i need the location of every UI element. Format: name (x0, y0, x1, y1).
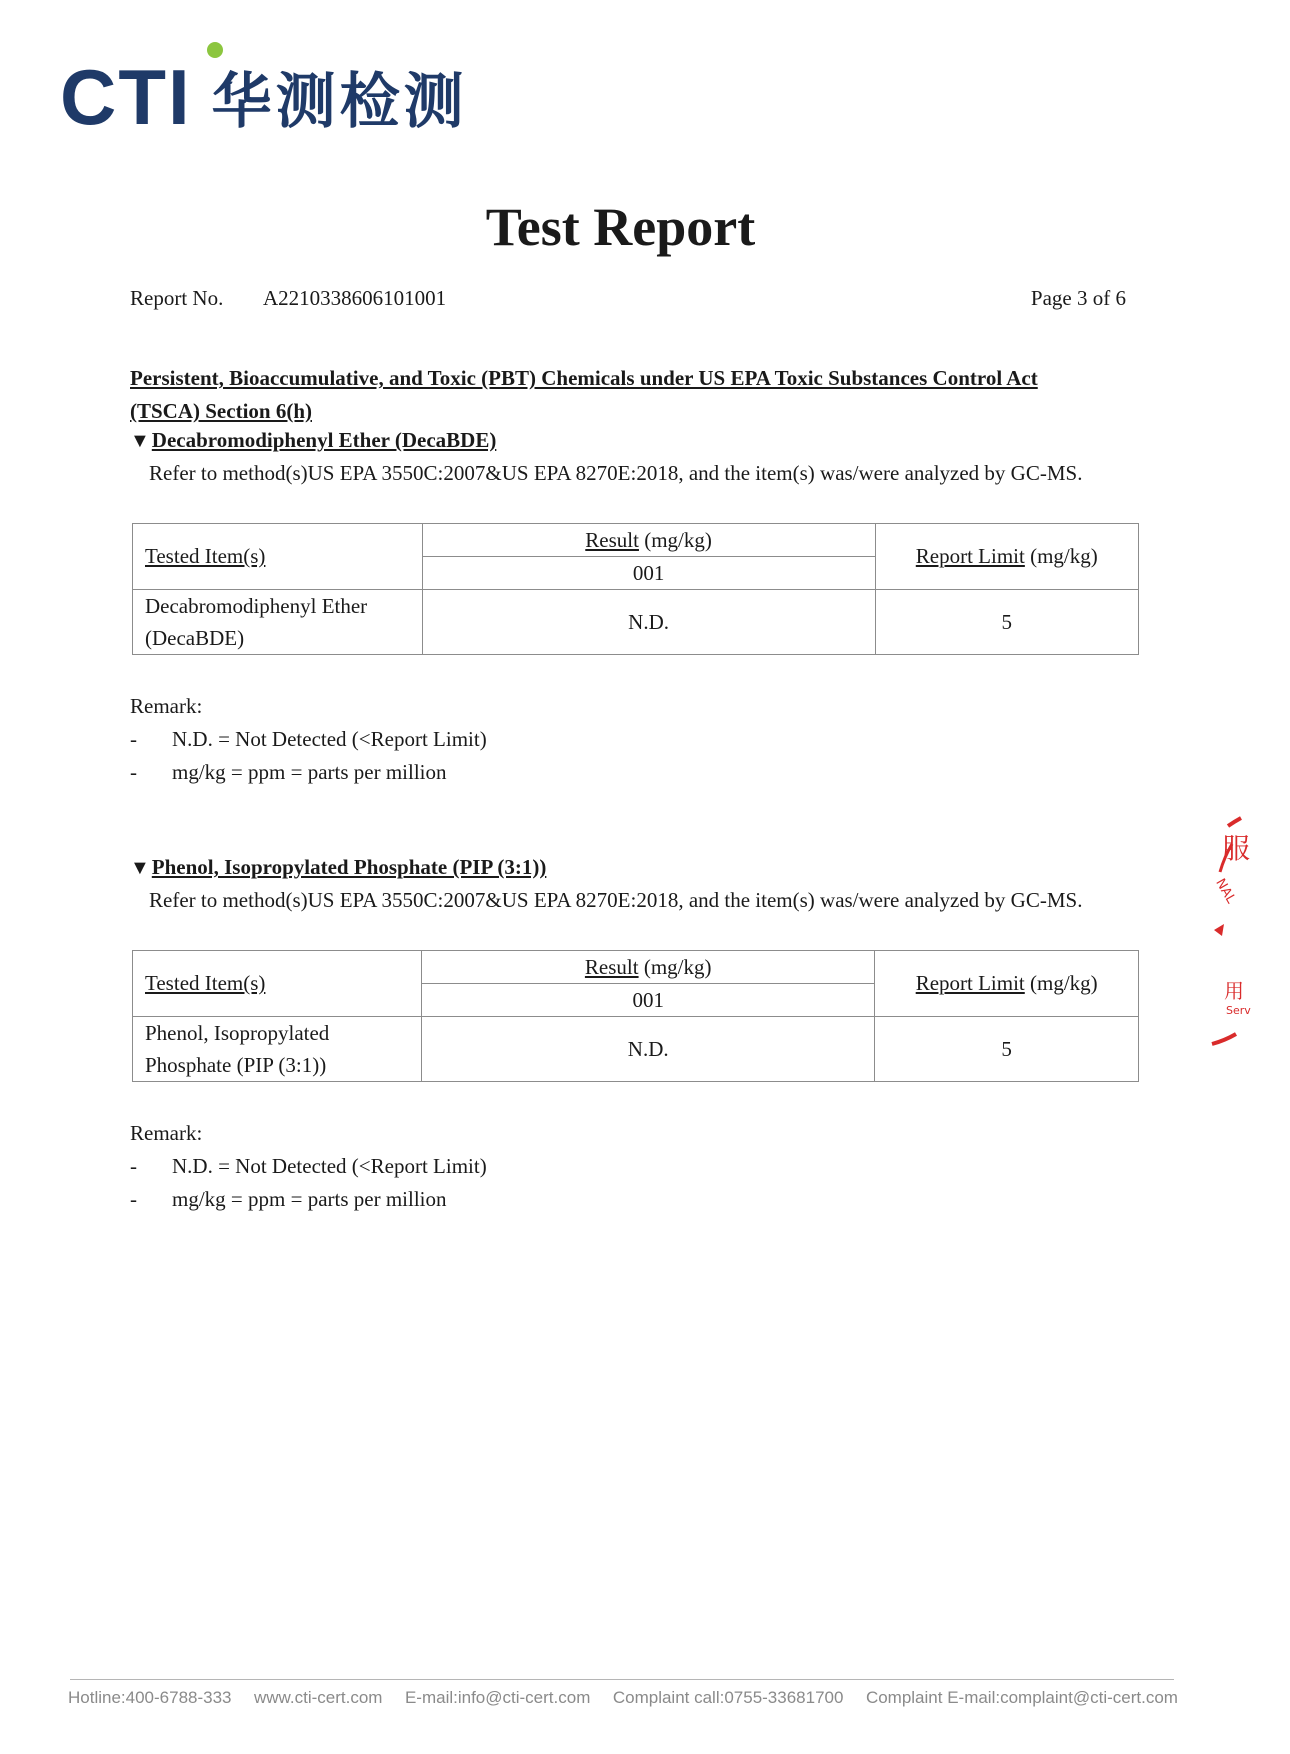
footer-hotline: Hotline:400-6788-333 (68, 1688, 232, 1707)
sample-id-header: 001 (422, 557, 875, 590)
method-description: Refer to method(s)US EPA 3550C:2007&US EPA 8270E:2018, and the item(s) was/were analyzed by GC-MS. (149, 888, 1083, 912)
table-row (133, 1017, 1139, 1082)
tested-item-header: Tested Item(s) (133, 951, 422, 1017)
result-table-decabde (132, 523, 1139, 655)
result-table-pip (132, 950, 1139, 1082)
footer-email: E-mail:info@cti-cert.com (404, 1688, 591, 1707)
logo-cti-text: CTI (60, 53, 192, 141)
remark-title: Remark: (130, 694, 203, 718)
footer (68, 1688, 1178, 1708)
logo-dot-icon (207, 42, 223, 58)
report-limit-cell: 5 (875, 1017, 1139, 1082)
remark-block (130, 1117, 487, 1216)
report-limit-cell: 5 (875, 590, 1138, 655)
svg-text:服: 服 (1222, 832, 1251, 865)
remark-title: Remark: (130, 1121, 203, 1145)
tested-item-header: Tested Item(s) (133, 524, 423, 590)
svg-text:NAL: NAL (1212, 876, 1239, 907)
remark-item: - mg/kg = ppm = parts per million (130, 760, 447, 784)
remark-block (130, 690, 487, 789)
subsection-heading-pip (130, 855, 546, 880)
method-description: Refer to method(s)US EPA 3550C:2007&US EPA 8270E:2018, and the item(s) was/were analyzed by GC-MS. (149, 461, 1083, 485)
report-number-label: Report No. (130, 286, 224, 310)
tested-item-cell: Decabromodiphenyl Ether (DecaBDE) (133, 590, 423, 655)
table-row (133, 590, 1139, 655)
footer-complaint-email: Complaint E-mail:complaint@cti-cert.com (865, 1688, 1178, 1707)
triangle-marker-icon: ▼ (130, 857, 150, 879)
result-cell: N.D. (422, 590, 875, 655)
subsection-title: Phenol, Isopropylated Phosphate (PIP (3:1)) (151, 855, 547, 879)
report-limit-header: Report Limit (mg/kg) (875, 951, 1139, 1017)
svg-text:Serv: Serv (1226, 1004, 1251, 1017)
footer-divider (70, 1679, 1174, 1680)
result-header: Result (mg/kg) (422, 524, 875, 557)
tested-item-cell: Phenol, Isopropylated Phosphate (PIP (3:1)) (133, 1017, 422, 1082)
company-logo (60, 46, 468, 141)
triangle-marker-icon: ▼ (130, 430, 150, 452)
report-number: A2210338606101001 (263, 286, 447, 310)
section-heading: Persistent, Bioaccumulative, and Toxic (PBT) Chemicals under US EPA Toxic Substances Control Act (TSCA) Section 6(h) (130, 366, 1038, 423)
subsection-title: Decabromodiphenyl Ether (DecaBDE) (151, 428, 497, 452)
footer-website: www.cti-cert.com (254, 1688, 383, 1707)
page-indicator: Page 3 of 6 (1030, 286, 1126, 310)
page-title: Test Report (485, 197, 756, 257)
remark-item: - N.D. = Not Detected (<Report Limit) (130, 1154, 487, 1178)
report-limit-header: Report Limit (mg/kg) (875, 524, 1138, 590)
svg-text:用: 用 (1224, 979, 1244, 1003)
remark-item: - mg/kg = ppm = parts per million (130, 1187, 447, 1211)
sample-id-header: 001 (422, 984, 875, 1017)
footer-complaint-call: Complaint call:0755-33681700 (612, 1688, 844, 1707)
seal-stamp (1210, 812, 1290, 1062)
result-cell: N.D. (422, 1017, 875, 1082)
subsection-heading-decabde (130, 428, 496, 453)
remark-item: - N.D. = Not Detected (<Report Limit) (130, 727, 487, 751)
logo-chinese-text: 华测检测 (211, 67, 468, 137)
result-header: Result (mg/kg) (422, 951, 875, 984)
